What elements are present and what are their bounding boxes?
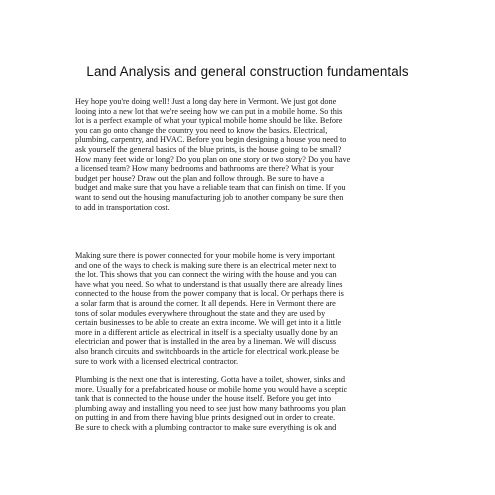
text-line: budget per house? Draw out the plan and follow through. Be sure to have a (75, 173, 325, 183)
text-line: lot is a perfect example of what your typical mobile home should be like. Before (75, 116, 343, 126)
text-line: ask yourself the general basics of the blue prints, is the house going to be small? (75, 144, 342, 154)
paragraph-overview (75, 97, 427, 212)
text-line: the lot. This shows that you can connect the wiring with the house and you can (75, 270, 337, 280)
paragraph-plumbing (75, 375, 427, 433)
text-line: tank that is connected to the house under the house itself. Before you get into (75, 394, 331, 404)
text-line: electrician and power that is installed in the area by a lineman. We will discuss (75, 337, 337, 347)
text-line: on putting in and from there having blue prints designed out in order to create. (75, 413, 336, 423)
text-line: plumbing away and installing you need to see just how many bathrooms you plan (75, 403, 346, 413)
text-line: Be sure to check with a plumbing contractor to make sure everything is ok and (75, 422, 337, 432)
text-line: Plumbing is the next one that is interesting. Gotta have a toilet, shower, sinks and (75, 375, 345, 384)
text-line: more. Usually for a prefabricated house or mobile home you would have a sceptic (75, 384, 348, 394)
text-line: budget and make sure that you have a reliable team that can finish on time. If you (75, 183, 346, 193)
text-line: Making sure there is power connected for your mobile home is very important (75, 251, 335, 260)
text-line: How many feet wide or long? Do you plan on one story or two story? Do you have (75, 154, 351, 164)
text-line: a licensed team? How many bedrooms and bathrooms are there? What is your (75, 164, 334, 174)
paragraph-electrical (75, 251, 427, 366)
text-line: want to send out the housing manufacturing job to another company be sure then (75, 192, 344, 202)
text-line: also branch circuits and switchboards in the article for electrical work.please be (75, 346, 340, 356)
text-line: plumbing, carpentry, and HVAC. Before you begin designing a house you need to (75, 135, 347, 145)
text-line: tons of solar modules everywhere throughout the state and they are used by (75, 308, 326, 318)
text-line: to add in transportation cost. (75, 202, 170, 212)
text-line: sure to work with a licensed electrical contractor. (75, 356, 239, 366)
text-line: more in a different article as electrical in itself is a specialty usually done by an (75, 327, 338, 337)
text-line: certain businesses to be able to create an extra income. We will get into it a little (75, 318, 342, 328)
text-line: have what you need. So what to understand is that usually there are already lines (75, 279, 343, 289)
text-line: and one of the ways to check is making sure there is an electrical meter next to (75, 260, 337, 270)
text-line: a solar farm that is around the corner. It all depends. Here in Vermont there are (75, 298, 336, 308)
document-title: Land Analysis and general construction fundamentals (86, 64, 409, 79)
text-line: you can go onto change the country you need to know the basics. Electrical, (75, 125, 328, 135)
text-line: looing into a new lot that we're seeing how we can put in a mobile home. So this (75, 106, 343, 116)
text-line: Hey hope you're doing well! Just a long day here in Vermont. We just got done (75, 97, 337, 106)
text-line: connected to the house from the power company that is local. Or perhaps there is (75, 289, 344, 299)
